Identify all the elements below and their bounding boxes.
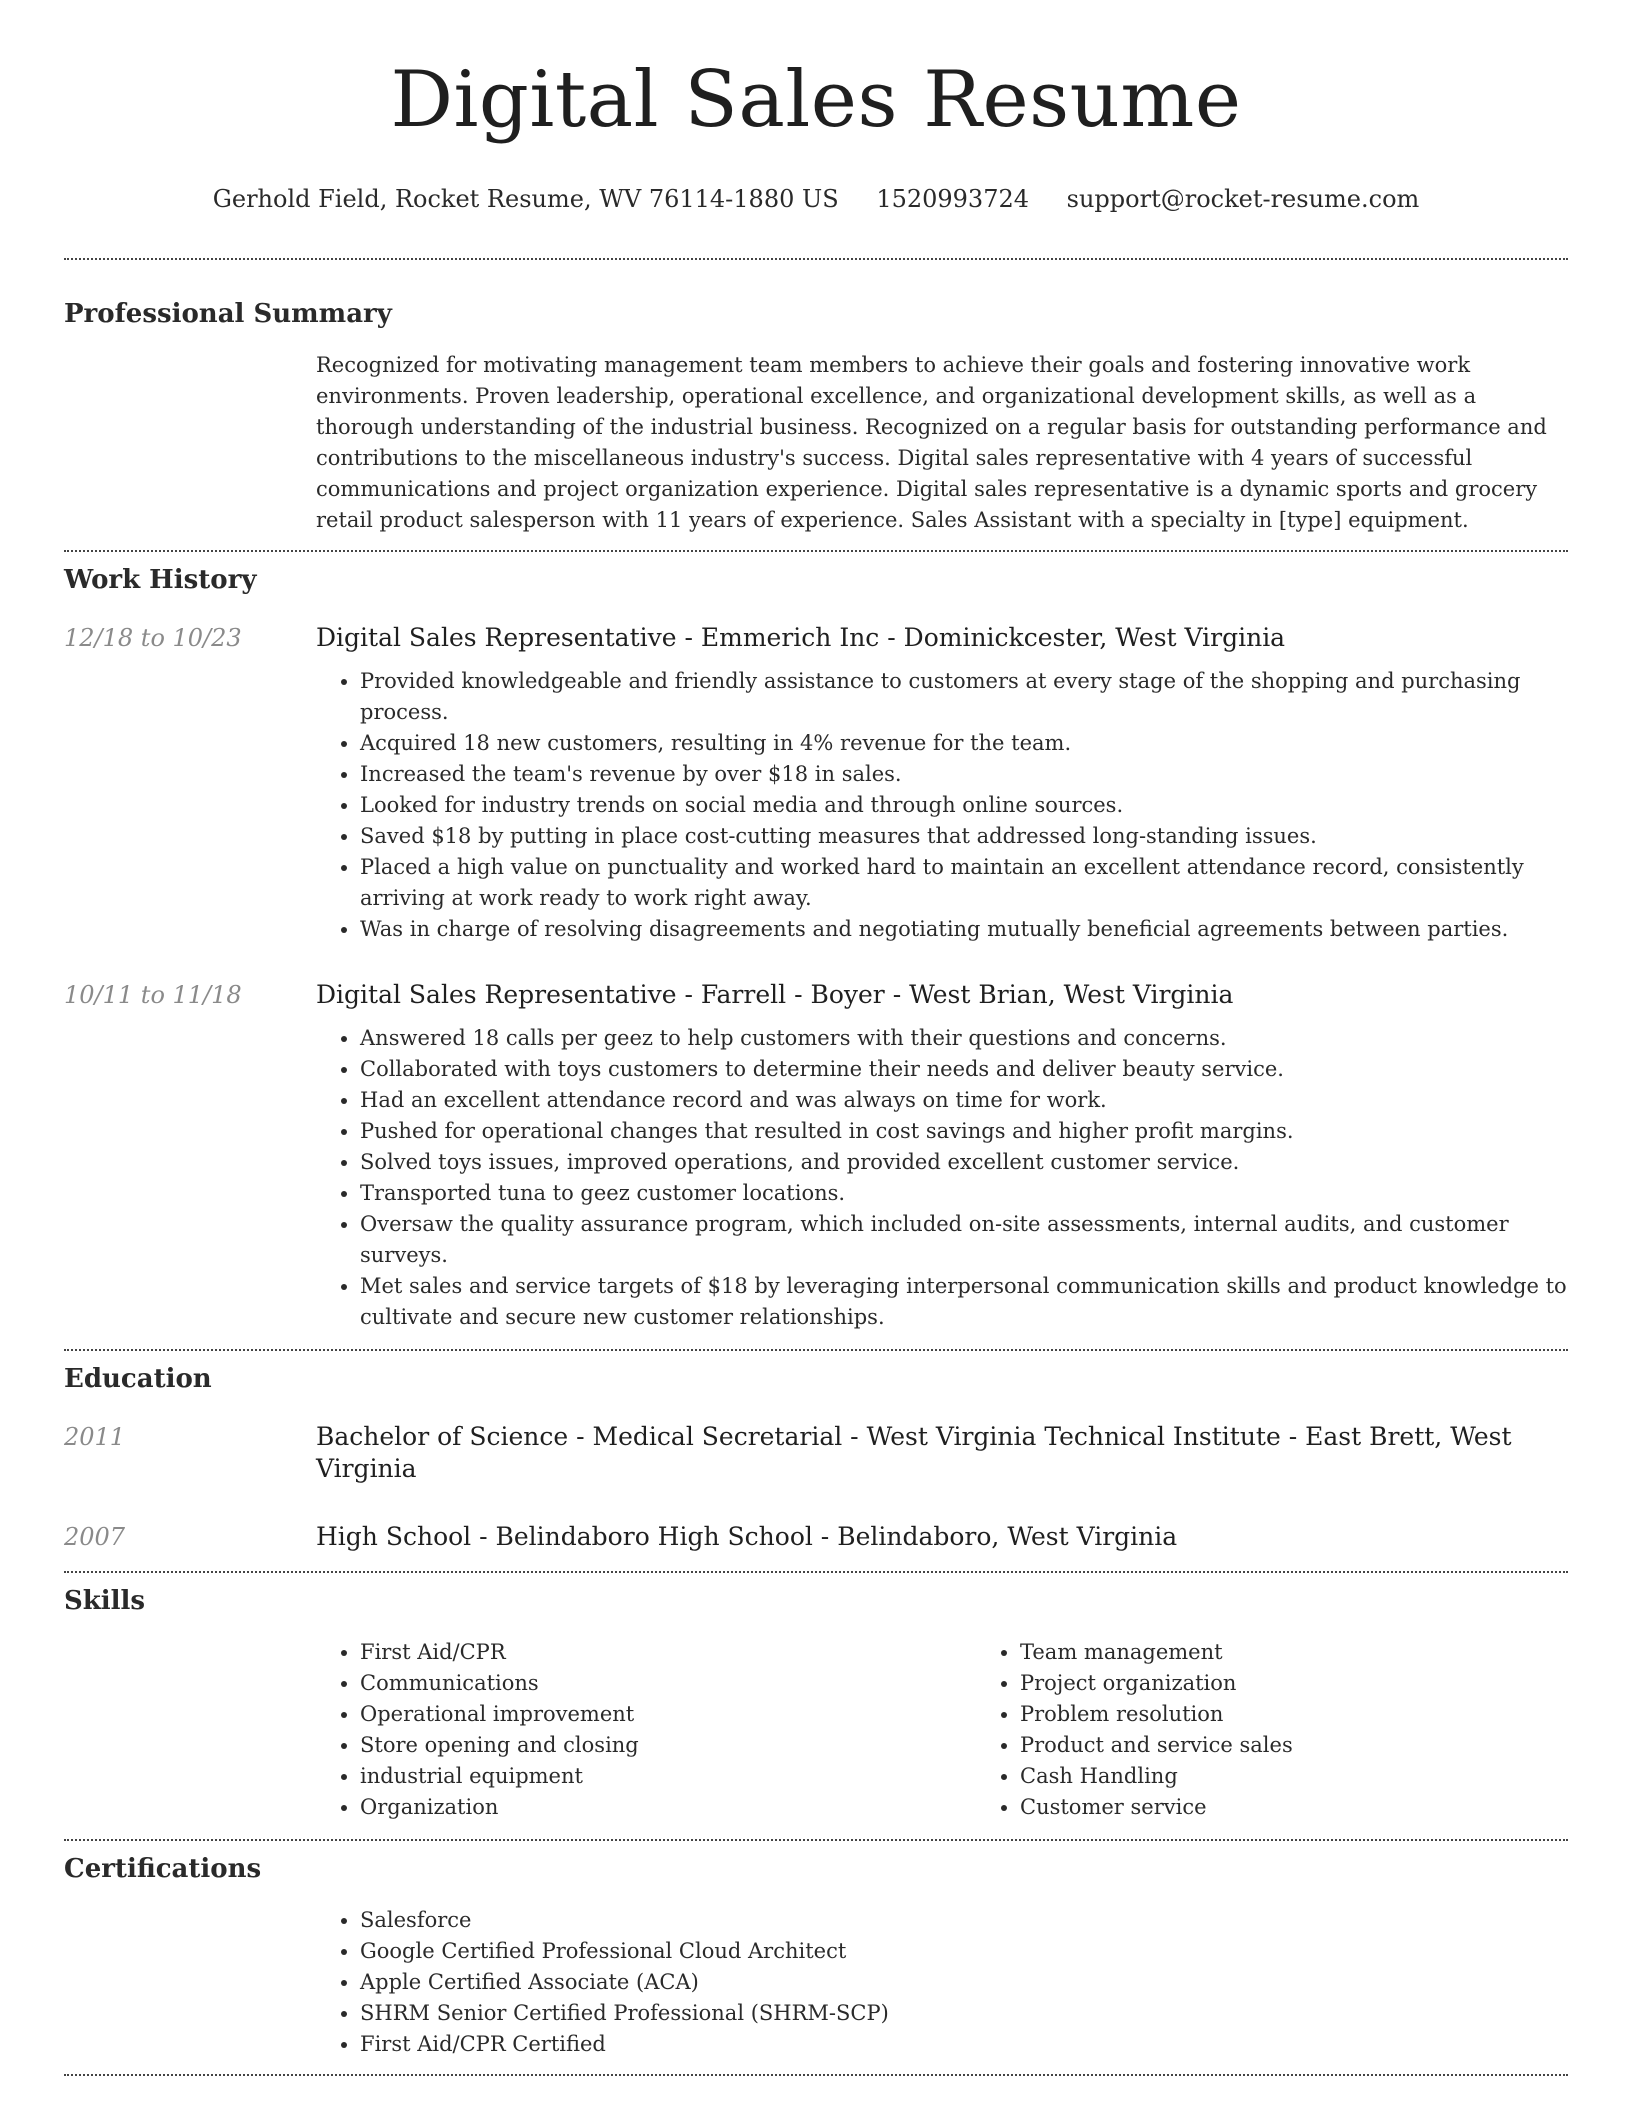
skill-item: • Operational improvement	[360, 1699, 976, 1730]
summary-text: Recognized for motivating management team members to achieve their goals and fostering innovative work environments. Proven leadership, operational excellence, and organizational development skills, as well as a thorough understanding of the industrial business. Recognized on a regular basis for outstanding performance and contributions to the miscellaneous industry's success. Digital sales representative with 4 years of successful communications and project organization experience. Digital sales representative is a dynamic sports and grocery retail product salesperson with 11 years of experience. Sales Assistant with a specialty in [type] equipment.	[316, 353, 1547, 532]
certification-item: • SHRM Senior Certified Professional (SHRM-SCP)	[360, 1998, 1568, 2029]
education-section	[64, 1363, 1568, 1553]
education-entry	[64, 1421, 1568, 1485]
list-item: • Answered 18 calls per geez to help customers with their questions and concerns.	[360, 1023, 1568, 1054]
job-title: Digital Sales Representative - Emmerich Inc - Dominickcester, West Virginia	[316, 623, 1286, 652]
skill-item: • Project organization	[1020, 1668, 1632, 1699]
divider	[64, 258, 1568, 260]
skill-item: • Store opening and closing	[360, 1730, 976, 1761]
certification-item: • Salesforce	[360, 1905, 1568, 1936]
divider	[64, 1839, 1568, 1841]
job-title: Digital Sales Representative - Farrell - Boyer - West Brian, West Virginia	[316, 980, 1234, 1009]
education-entry	[64, 1521, 1568, 1553]
page-title: Digital Sales Resume	[390, 55, 1242, 145]
contact-phone: 1520993724	[876, 185, 1030, 213]
certification-item: • First Aid/CPR Certified	[360, 2029, 1568, 2060]
skill-item: • Problem resolution	[1020, 1699, 1632, 1730]
contact-address: Gerhold Field, Rocket Resume, WV 76114-1880 US	[212, 185, 839, 213]
list-item: • Increased the team's revenue by over $18 in sales.	[360, 759, 1568, 790]
skills-list-right	[976, 1637, 1632, 1823]
list-item: • Was in charge of resolving disagreements and negotiating mutually beneficial agreements between parties.	[360, 914, 1568, 945]
certification-item: • Google Certified Professional Cloud Architect	[360, 1936, 1568, 1967]
list-item: • Acquired 18 new customers, resulting in 4% revenue for the team.	[360, 728, 1568, 759]
list-item: • Looked for industry trends on social media and through online sources.	[360, 790, 1568, 821]
certification-item: • Apple Certified Associate (ACA)	[360, 1967, 1568, 1998]
skill-item: • Cash Handling	[1020, 1761, 1632, 1792]
certifications-section	[64, 1853, 1568, 2060]
skills-heading: Skills	[64, 1586, 146, 1616]
skills-section	[64, 1585, 1568, 1823]
skill-item: • First Aid/CPR	[360, 1637, 976, 1668]
skill-item: • Organization	[360, 1792, 976, 1823]
list-item: • Collaborated with toys customers to determine their needs and deliver beauty service.	[360, 1054, 1568, 1085]
list-item: • Met sales and service targets of $18 by leveraging interpersonal communication skills and product knowledge to cultivate and secure new customer relationships.	[360, 1271, 1568, 1333]
contact-line	[64, 184, 1568, 214]
skill-item: • Customer service	[1020, 1792, 1632, 1823]
job-entry	[64, 622, 1568, 945]
skill-item: • Team management	[1020, 1637, 1632, 1668]
work-history-heading: Work History	[64, 565, 257, 595]
divider	[64, 1571, 1568, 1573]
list-item: • Placed a high value on punctuality and worked hard to maintain an excellent attendance record, consistently arriving at work ready to work right away.	[360, 852, 1568, 914]
job-bullets	[316, 666, 1568, 945]
education-year: 2007	[64, 1523, 126, 1551]
job-entry	[64, 979, 1568, 1333]
job-dates: 10/11 to 11/18	[64, 981, 242, 1009]
certifications-heading: Certifications	[64, 1854, 262, 1884]
job-bullets	[316, 1023, 1568, 1333]
list-item: • Oversaw the quality assurance program, which included on-site assessments, internal audits, and customer surveys.	[360, 1209, 1568, 1271]
skills-list-left	[316, 1637, 976, 1823]
summary-heading: Professional Summary	[64, 299, 392, 329]
education-year: 2011	[64, 1423, 126, 1451]
skill-item: • Product and service sales	[1020, 1730, 1632, 1761]
list-item: • Pushed for operational changes that resulted in cost savings and higher profit margins.	[360, 1116, 1568, 1147]
work-history-section	[64, 564, 1568, 1333]
certifications-list	[316, 1905, 1568, 2060]
list-item: • Saved $18 by putting in place cost-cutting measures that addressed long-standing issues.	[360, 821, 1568, 852]
divider	[64, 2074, 1568, 2076]
skill-item: • Communications	[360, 1668, 976, 1699]
divider	[64, 550, 1568, 552]
list-item: • Had an excellent attendance record and was always on time for work.	[360, 1085, 1568, 1116]
list-item: • Solved toys issues, improved operations, and provided excellent customer service.	[360, 1147, 1568, 1178]
education-text: Bachelor of Science - Medical Secretarial - West Virginia Technical Institute - East Brett, West Virginia	[316, 1422, 1512, 1483]
list-item: • Transported tuna to geez customer locations.	[360, 1178, 1568, 1209]
education-text: High School - Belindaboro High School - Belindaboro, West Virginia	[316, 1522, 1178, 1551]
job-dates: 12/18 to 10/23	[64, 624, 242, 652]
list-item: • Provided knowledgeable and friendly assistance to customers at every stage of the shopping and purchasing process.	[360, 666, 1568, 728]
education-heading: Education	[64, 1364, 212, 1394]
contact-email: support@rocket-resume.com	[1066, 185, 1420, 213]
skill-item: • industrial equipment	[360, 1761, 976, 1792]
summary-section	[64, 298, 1568, 536]
divider	[64, 1349, 1568, 1351]
